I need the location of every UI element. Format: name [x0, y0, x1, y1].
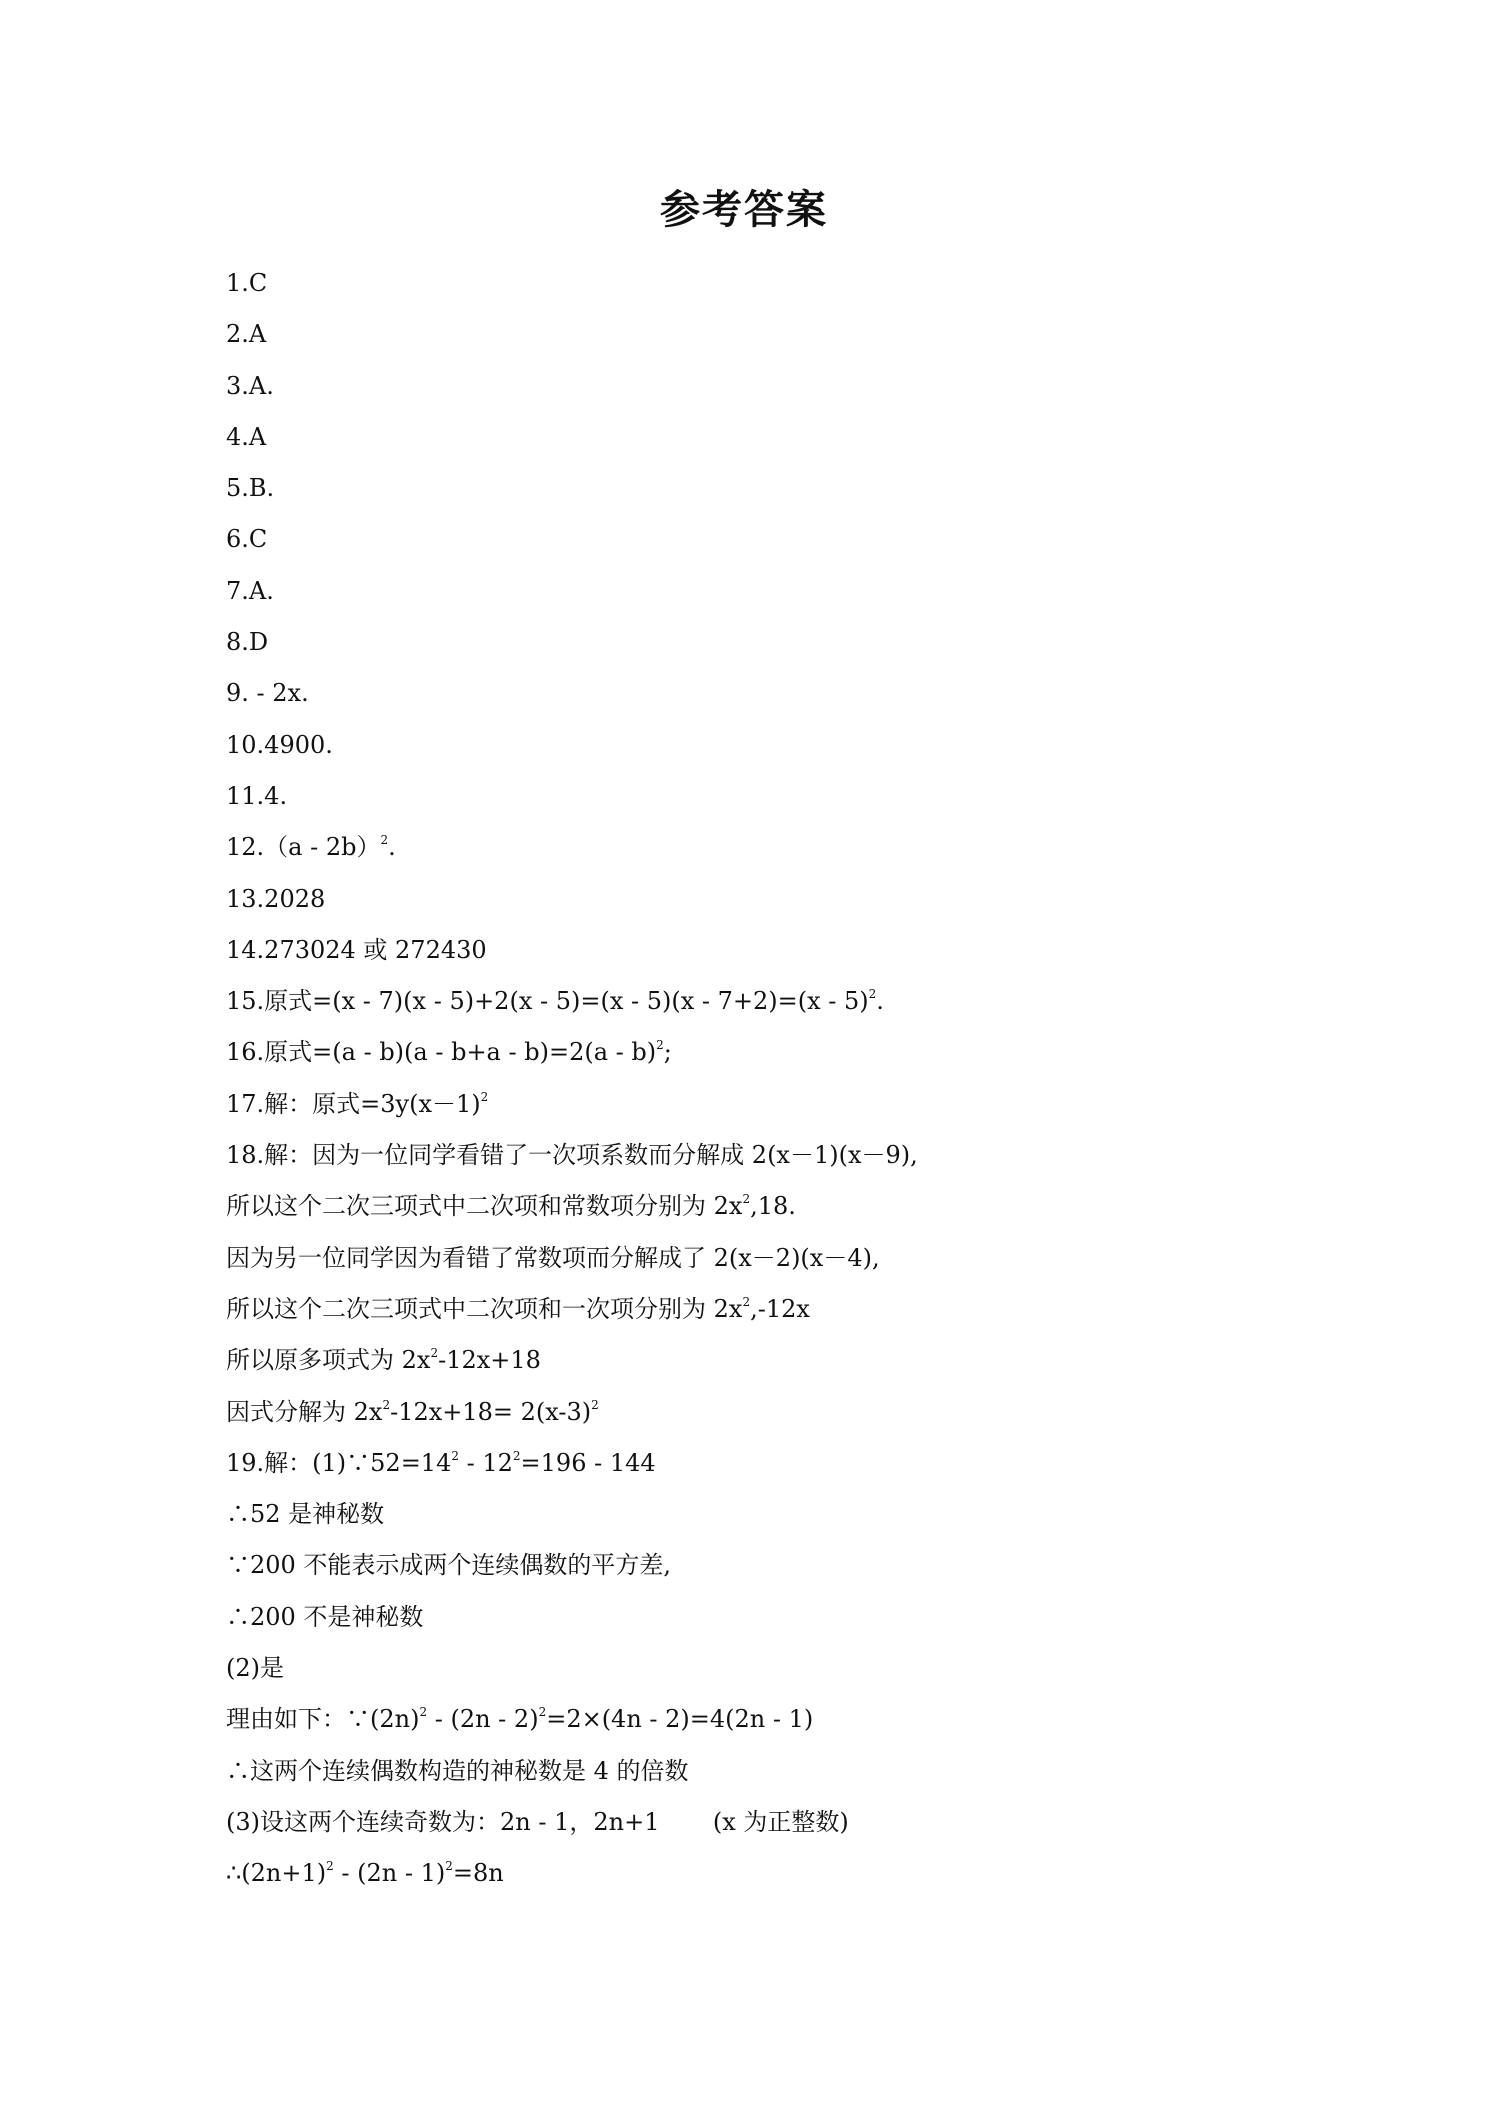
answer-text: 所以这个二次三项式中二次项和常数项分别为 2x [226, 1192, 743, 1221]
answer-line [226, 1284, 1308, 1335]
answer-line [226, 1130, 1308, 1181]
answer-line [226, 976, 1308, 1027]
answer-text: (2)是 [226, 1654, 284, 1683]
answer-text: - (2n - 2) [427, 1705, 539, 1734]
answer-text: 所以这个二次三项式中二次项和一次项分别为 2x [226, 1294, 743, 1323]
superscript: 2 [445, 1859, 453, 1874]
answer-text: 5.B. [226, 474, 275, 503]
answer-text: 9. - 2x. [226, 679, 309, 708]
superscript: 2 [868, 987, 877, 1002]
superscript: 2 [382, 1397, 391, 1412]
answer-line [226, 1643, 1308, 1694]
answer-text: ; [663, 1038, 672, 1067]
superscript: 2 [742, 1192, 751, 1207]
answer-text: 13.2028 [226, 884, 326, 913]
answer-text: 4.A [226, 422, 267, 451]
answer-text: 17.解：原式=3y(x－1) [226, 1089, 481, 1118]
answer-line [226, 1027, 1308, 1078]
answer-text: =196 - 144 [520, 1448, 656, 1477]
answer-line [226, 361, 1308, 412]
answer-line [226, 1848, 1308, 1899]
answer-line [226, 925, 1308, 976]
superscript: 2 [380, 833, 389, 848]
answer-text: (3)设这两个连续奇数为：2n - 1，2n+1 (x 为正整数) [226, 1807, 849, 1836]
answer-text: 8.D [226, 628, 269, 657]
answer-line [226, 514, 1308, 565]
answer-line [226, 822, 1308, 873]
answer-line [226, 668, 1308, 719]
answer-text: ,18. [750, 1192, 796, 1221]
answer-line [226, 1797, 1308, 1848]
answer-text: 所以原多项式为 2x [226, 1346, 431, 1375]
answer-text: 15.原式=(x - 7)(x - 5)+2(x - 5)=(x - 5)(x - 7+2)=(x - 5) [226, 987, 869, 1016]
answer-line [226, 1540, 1308, 1591]
answer-line [226, 1335, 1308, 1386]
answer-text: 理由如下：∵(2n) [226, 1705, 420, 1734]
answer-text: - (2n - 1) [333, 1859, 446, 1888]
answer-text: =8n [452, 1859, 504, 1888]
answer-line [226, 1489, 1308, 1540]
answer-text: ∴52 是神秘数 [226, 1500, 385, 1529]
answer-text: =2×(4n - 2)=4(2n - 1) [546, 1705, 814, 1734]
answer-line [226, 720, 1308, 771]
answer-text: ,-12x [750, 1294, 810, 1323]
answer-line [226, 771, 1308, 822]
superscript: 2 [480, 1089, 489, 1104]
answer-line [226, 1181, 1308, 1232]
answer-text: -12x+18 [438, 1346, 541, 1375]
answer-text: ∴这两个连续偶数构造的神秘数是 4 的倍数 [226, 1756, 689, 1785]
answer-line [226, 1387, 1308, 1438]
answer-line [226, 258, 1308, 309]
answer-text: -12x+18= 2(x-3) [390, 1397, 592, 1426]
superscript: 2 [326, 1859, 334, 1874]
answer-text: 因式分解为 2x [226, 1397, 383, 1426]
answer-text: 19.解：(1)∵52=14 [226, 1448, 452, 1477]
answer-text: 3.A. [226, 371, 274, 400]
answer-text: - 12 [459, 1448, 513, 1477]
answer-text: 10.4900. [226, 730, 333, 759]
answer-line [226, 463, 1308, 514]
answer-text: 1.C [226, 269, 268, 297]
answer-text: 11.4. [226, 781, 288, 810]
answer-text: 6.C [226, 525, 268, 554]
answer-line [226, 412, 1308, 463]
answer-line [226, 1233, 1308, 1284]
answer-text: . [388, 833, 396, 862]
answer-list [226, 258, 1308, 1900]
answer-line [226, 1694, 1308, 1745]
answer-text: 16.原式=(a - b)(a - b+a - b)=2(a - b) [226, 1038, 657, 1067]
answer-line [226, 1079, 1308, 1130]
answer-text: 18.解：因为一位同学看错了一次项系数而分解成 2(x－1)(x－9), [226, 1141, 918, 1170]
answer-text: 2.A [226, 320, 267, 349]
answer-text: 12.（a - 2b） [226, 833, 381, 862]
answer-line [226, 617, 1308, 668]
answer-text: 14.273024 或 272430 [226, 935, 487, 964]
page-title: 参考答案 [660, 187, 828, 233]
superscript: 2 [538, 1705, 547, 1720]
answer-line [226, 309, 1308, 360]
superscript: 2 [512, 1448, 521, 1463]
answer-text: 因为另一位同学因为看错了常数项而分解成了 2(x－2)(x－4), [226, 1243, 880, 1272]
answer-line [226, 874, 1308, 925]
superscript: 2 [656, 1038, 664, 1053]
answer-text: ∴(2n+1) [226, 1859, 327, 1888]
superscript: 2 [430, 1346, 439, 1361]
answer-line [226, 1746, 1308, 1797]
superscript: 2 [419, 1705, 428, 1720]
superscript: 2 [451, 1448, 459, 1463]
answer-text: . [876, 987, 884, 1016]
answer-text: ∵200 不能表示成两个连续偶数的平方差, [226, 1551, 672, 1580]
answer-text: ∴200 不是神秘数 [226, 1602, 424, 1631]
answer-line [226, 566, 1308, 617]
answer-line [226, 1438, 1308, 1489]
answer-text: 7.A. [226, 576, 274, 605]
superscript: 2 [591, 1397, 599, 1412]
superscript: 2 [742, 1294, 751, 1309]
answer-line [226, 1592, 1308, 1643]
